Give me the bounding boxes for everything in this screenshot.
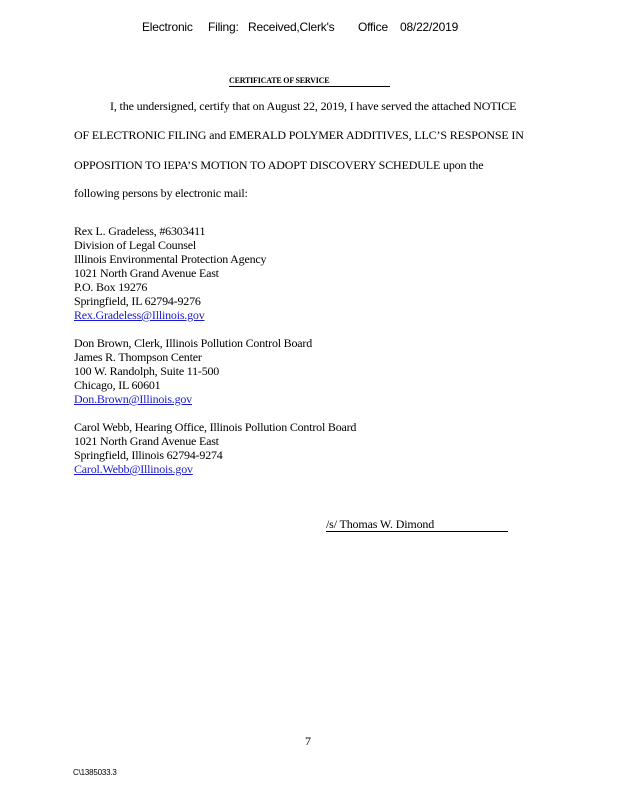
header-electronic: Electronic xyxy=(142,20,193,34)
recipient-line: Springfield, IL 62794-9276 xyxy=(74,294,201,308)
header-received-clerks: Received,Clerk's xyxy=(248,20,335,34)
recipient-line: 1021 North Grand Avenue East xyxy=(74,434,219,448)
certificate-line-4: following persons by electronic mail: xyxy=(74,186,248,200)
recipient-line: Rex L. Gradeless, #6303411 xyxy=(74,224,206,238)
recipient-line: P.O. Box 19276 xyxy=(74,280,148,294)
header-filing: Filing: xyxy=(208,20,239,34)
recipient-email-link[interactable]: Carol.Webb@Illinois.gov xyxy=(74,462,193,476)
electronic-filing-header xyxy=(142,20,458,34)
header-office: Office xyxy=(358,20,388,34)
recipient-line: Illinois Environmental Protection Agency xyxy=(74,252,267,266)
recipient-line: Don Brown, Clerk, Illinois Pollution Control Board xyxy=(74,336,312,350)
certificate-line-1: I, the undersigned, certify that on August 22, 2019, I have served the attached NOTICE xyxy=(110,99,517,113)
signature-line: /s/ Thomas W. Dimond xyxy=(326,517,508,532)
recipient-line: 1021 North Grand Avenue East xyxy=(74,266,219,280)
page-number: 7 xyxy=(305,734,311,748)
recipient-block-webb xyxy=(74,420,356,476)
recipient-line: Springfield, Illinois 62794-9274 xyxy=(74,448,223,462)
document-id: C\1385033.3 xyxy=(73,768,117,777)
recipient-email-link[interactable]: Don.Brown@Illinois.gov xyxy=(74,392,192,406)
certificate-title-underline xyxy=(229,86,390,87)
recipient-line: James R. Thompson Center xyxy=(74,350,202,364)
recipient-line: Division of Legal Counsel xyxy=(74,238,196,252)
recipient-block-brown xyxy=(74,336,312,406)
recipient-line: Chicago, IL 60601 xyxy=(74,378,161,392)
recipient-email-link[interactable]: Rex.Gradeless@Illinois.gov xyxy=(74,308,205,322)
recipient-block-gradeless xyxy=(74,224,266,322)
header-date: 08/22/2019 xyxy=(400,20,459,34)
certificate-title: CERTIFICATE OF SERVICE xyxy=(229,76,330,85)
recipient-line: 100 W. Randolph, Suite 11-500 xyxy=(74,364,220,378)
certificate-line-3: OPPOSITION TO IEPA’S MOTION TO ADOPT DISCOVERY SCHEDULE upon the xyxy=(74,158,484,172)
recipient-line: Carol Webb, Hearing Office, Illinois Pollution Control Board xyxy=(74,420,357,434)
certificate-line-2: OF ELECTRONIC FILING and EMERALD POLYMER ADDITIVES, LLC’S RESPONSE IN xyxy=(74,128,524,142)
